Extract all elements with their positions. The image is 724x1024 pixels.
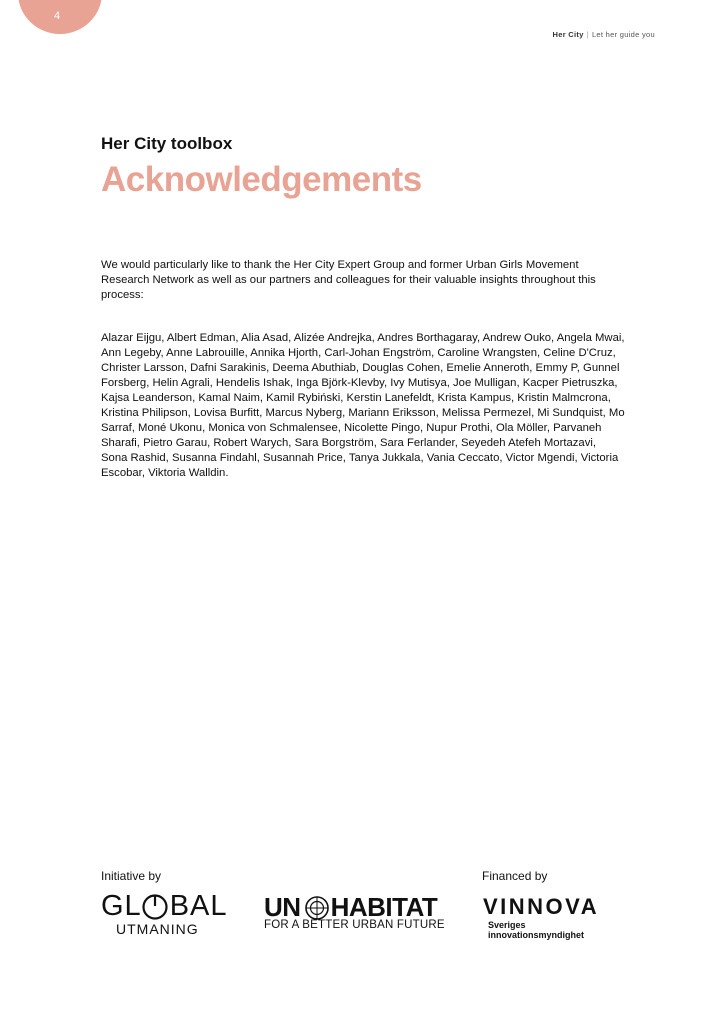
header-separator: |	[586, 30, 589, 39]
header-brand: Her City	[552, 30, 584, 39]
vinnova-logo-word: VINNOVA	[483, 894, 600, 919]
global-power-icon	[142, 894, 168, 920]
page-number: 4	[54, 10, 61, 22]
vinnova-logo-sub: Sveriges innovationsmyndighet	[488, 920, 585, 940]
un-logo-sub: FOR A BETTER URBAN FUTURE	[264, 919, 445, 931]
global-utmaning-logo	[101, 891, 231, 941]
un-emblem-icon	[304, 895, 330, 921]
intro-paragraph: We would particularly like to thank the Her City Expert Group and former Urban Girls Movement Research Network as well as our partners and colleagues for their valuable insights throughout this process:	[101, 259, 596, 301]
un-habitat-logo	[264, 893, 454, 938]
global-logo-bal: BAL	[169, 890, 228, 922]
financed-label: Financed by	[482, 869, 548, 883]
running-header	[553, 30, 655, 39]
un-logo-right: HABITAT	[330, 892, 438, 922]
vinnova-logo	[483, 894, 623, 940]
global-logo-sub: UTMANING	[116, 921, 199, 937]
names-list: Alazar Eijgu, Albert Edman, Alia Asad, Alizée Andrejka, Andres Borthagaray, Andrew Ouko, Angela Mwai, Ann Legeby, Anne Labrouille, Annika Hjorth, Carl-Johan Engström, Caroline Wrangsten, Celine D'Cruz, Christer Larsson, Dafni Sarakinis, Deema Abuthiab, Douglas Cohen, Emelie Anneroth, Emmy P, Gunnel Forsberg, Helin Agrali, Hendelis Ishak, Inga Björk-Klevby, Ivy Mutisya, Joe Mulligan, Kacper Pietruszka, Kajsa Leanderson, Kamal Naim, Kamil Rybiński, Kerstin Lanefeldt, Krista Kampus, Kristin Malmcrona, Kristina Philipson, Lovisa Burfitt, Marcus Nyberg, Mariann Eriksson, Melissa Permezel, Mi Sundquist, Mo Sarraf, Moné Ukonu, Monica von Schmalensee, Nicolette Pingo, Nupur Prothi, Ola Möller, Parvaneh Sharafi, Pietro Garau, Robert Warych, Sara Borgström, Sara Ferlander, Seyedeh Atefeh Mortazavi, Sona Rashid, Susanna Findahl, Susannah Price, Tanya Jukkala, Vania Ceccato, Victor Mgendi, Victoria Escobar, Viktoria Walldin.	[101, 332, 625, 479]
section-subtitle: Her City toolbox	[101, 134, 233, 153]
page-title: Acknowledgements	[101, 160, 422, 199]
global-logo-gl: GL	[101, 890, 142, 922]
header-tagline: Let her guide you	[591, 30, 655, 39]
initiative-label: Initiative by	[101, 869, 162, 883]
un-logo-left: UN	[264, 892, 301, 922]
